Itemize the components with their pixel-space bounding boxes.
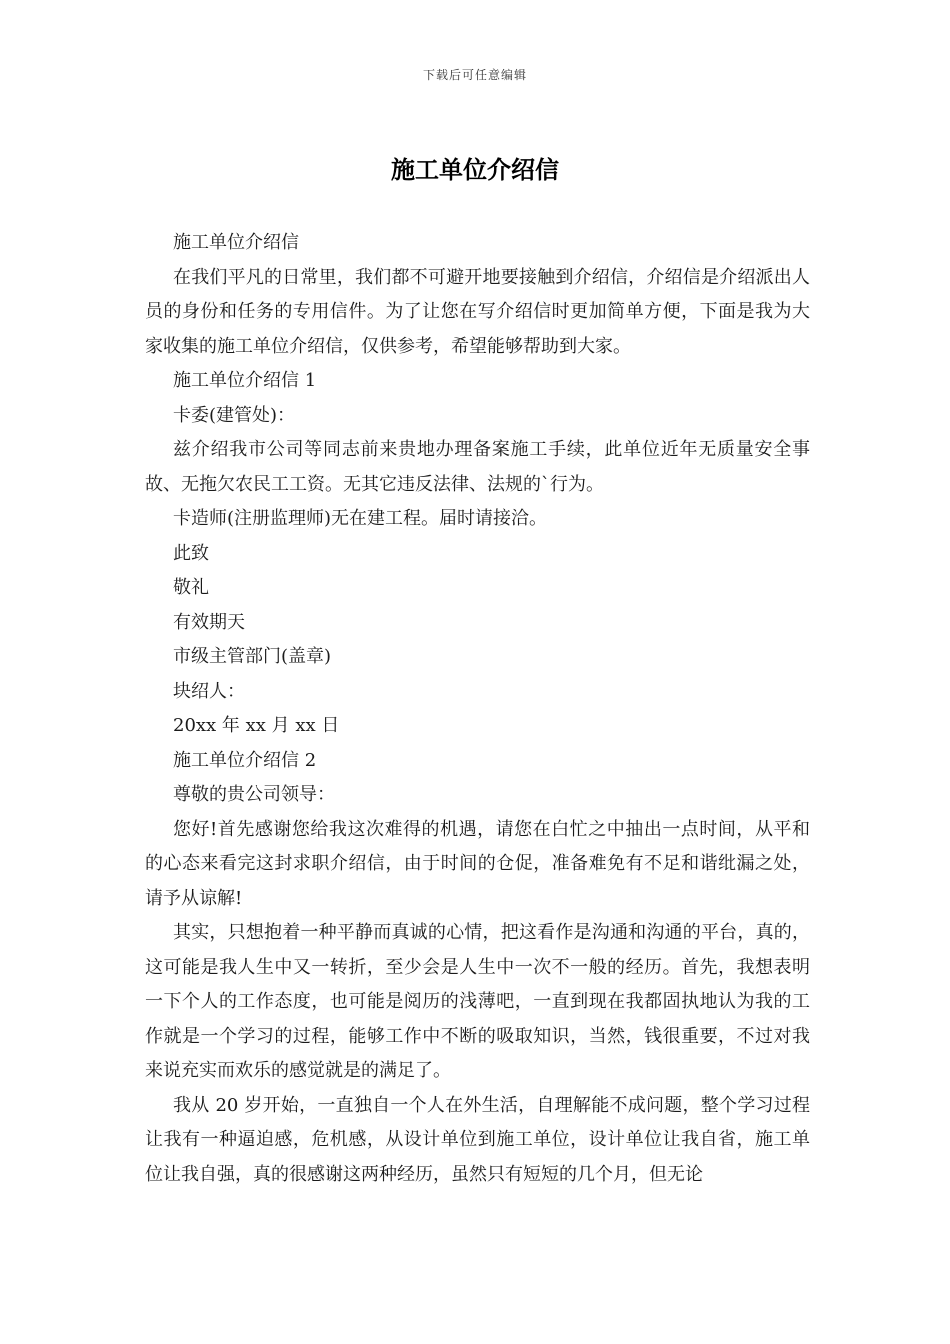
paragraph: 其实，只想抱着一种平静而真诚的心情，把这看作是沟通和沟通的平台，真的，这可能是我人生中又一转折，至少会是人生中一次不一般的经历。首先，我想表明一下个人的工作态度，也可能是阅历的浅薄吧，一直到现在我都固执地认为我的工作就是一个学习的过程，能够工作中不断的吸取知识，当然，钱很重要，不过对我来说充实而欢乐的感觉就是的满足了。	[145, 922, 810, 1081]
document-title: 施工单位介绍信	[391, 155, 559, 184]
paragraph: 此致	[173, 542, 209, 564]
paragraph: 卡委(建管处)：	[173, 404, 296, 426]
paragraph: 有效期天	[173, 611, 245, 633]
paragraph: 敬礼	[173, 577, 209, 598]
page-header-note: 下载后可任意编辑	[422, 68, 527, 82]
paragraph: 在我们平凡的日常里，我们都不可避开地要接触到介绍信，介绍信是介绍派出人员的身份和任务的专用信件。为了让您在写介绍信时更加简单方便，下面是我为大家收集的施工单位介绍信，仅供参考，希望能够帮助到大家。	[145, 266, 810, 357]
paragraph: 卡造师(注册监理师)无在建工程。届时请接洽。	[173, 508, 548, 529]
paragraph: 施工单位介绍信	[173, 232, 299, 253]
document-body	[145, 226, 810, 1192]
paragraph: 兹介绍我市公司等同志前来贵地办理备案施工手续，此单位近年无质量安全事故、无拖欠农民工工资。无其它违反法律、法规的`行为。	[145, 439, 810, 495]
paragraph: 块绍人：	[173, 680, 245, 702]
paragraph: 施工单位介绍信 2	[173, 749, 317, 771]
paragraph: 施工单位介绍信 1	[173, 370, 317, 391]
paragraph: 您好!首先感谢您给我这次难得的机遇，请您在白忙之中抽出一点时间，从平和的心态来看完这封求职介绍信，由于时间的仓促，准备难免有不足和谐纰漏之处，请予从谅解!	[145, 818, 810, 909]
paragraph: 我从 20 岁开始，一直独自一个人在外生活，自理解能不成问题，整个学习过程让我有一种逼迫感，危机感，从设计单位到施工单位，设计单位让我自省，施工单位让我自强，真的很感谢这两种经历，虽然只有短短的几个月，但无论	[145, 1094, 810, 1185]
paragraph: 尊敬的贵公司领导：	[173, 784, 335, 805]
paragraph: 市级主管部门(盖章)	[173, 646, 332, 667]
paragraph: 20xx 年 xx 月 xx 日	[173, 715, 340, 736]
